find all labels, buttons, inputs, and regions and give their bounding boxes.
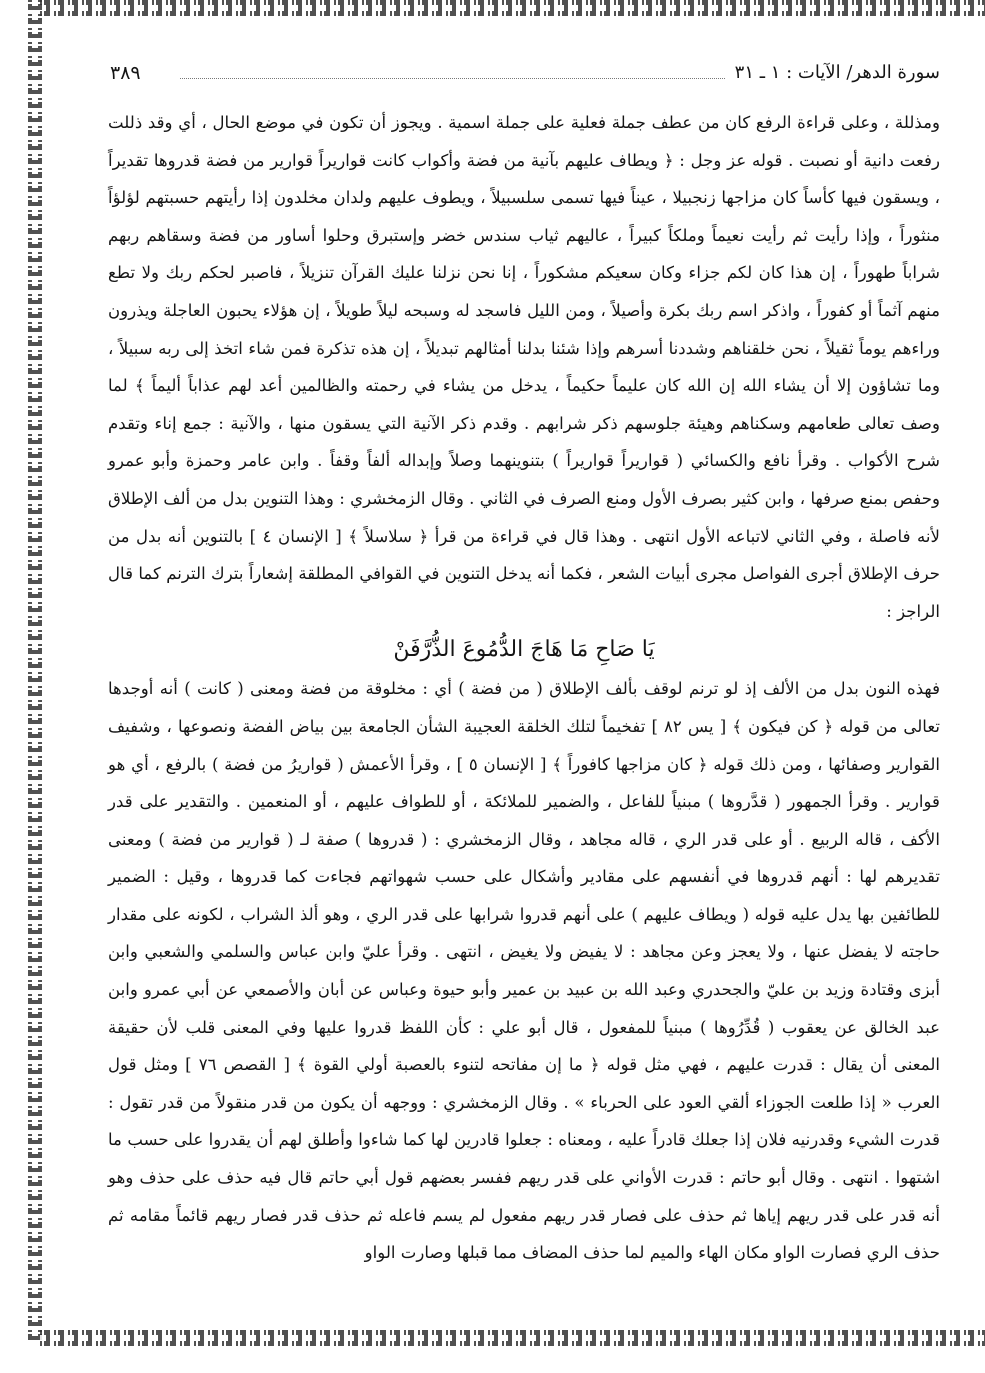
main-text (108, 104, 940, 1272)
page-number: ٣٨٩ (110, 62, 141, 84)
paragraph-1: ومذللة ، وعلى قراءة الرفع كان من عطف جملة فعلية على جملة اسمية . ويجوز أن تكون في موضع الحال ، أي وقد ذللت رفعت دانية أو نصبت . قوله عز وجل : ﴿ ويطاف عليهم بآنية من فضة وأكواب كانت قواريراً قوارير من فضة قدروها تقديراً ، ويسقون فيها كأساً كان مزاجها زنجبيلا ، عيناً فيها تسمى سلسبيلاً ، ويطوف عليهم ولدان مخلدون إذا رأيتهم حسبتهم لؤلؤاً منثوراً ، وإذا رأيت ثم رأيت نعيماً وملكاً كبيراً ، عاليهم ثياب سندس خضر وإستبرق وحلوا أساور من فضة وسقاهم ربهم شراباً طهوراً ، إن هذا كان لكم جزاء وكان سعيكم مشكوراً ، إنا نحن نزلنا عليك القرآن تنزيلاً ، فاصبر لحكم ربك ولا تطع منهم آثماً أو كفوراً ، واذكر اسم ربك بكرة وأصيلاً ، ومن الليل فاسجد له وسبحه ليلاً طويلاً ، إن هؤلاء يحبون العاجلة ويذرون وراءهم يوماً ثقيلاً ، نحن خلقناهم وشددنا أسرهم وإذا شئنا بدلنا أمثالهم تبديلاً ، إن هذه تذكرة فمن شاء اتخذ إلى ربه سبيلاً ، وما تشاؤون إلا أن يشاء الله إن الله كان عليماً حكيماً ، يدخل من يشاء في رحمته والظالمين أعد لهم عذاباً أليماً ﴾ لما وصف تعالى طعامهم وسكناهم وهيئة جلوسهم ذكر شرابهم . وقدم ذكر الآنية التي يسقون منها ، والآنية : جمع إناء وتقدم شرح الأكواب . وقرأ نافع والكسائي ( قواريراً قواريراً ) بتنوينهما وصلاً وإبداله ألفاً وقفاً . وابن عامر وحمزة وأبو عمرو وحفص بمنع صرفها ، وابن كثير بصرف الأول ومنع الصرف في الثاني . وقال الزمخشري : وهذا التنوين بدل من ألف الإطلاق لأنه فاصلة ، وفي الثاني لاتباعه الأول انتهى . وهذا قال في قراءة من قرأ ﴿ سلاسلاً ﴾ [ الإنسان ٤ ] بالتنوين أنه بدل من حرف الإطلاق أجرى الفواصل مجرى أبيات الشعر ، فكما أنه يدخل التنوين في القوافي المطلقة إشعاراً بترك الترنم كما قال الراجز : (108, 113, 940, 621)
header-dotted-rule (180, 78, 725, 79)
running-header (110, 58, 940, 88)
bottom-ornamental-border (40, 1330, 985, 1346)
paragraph-2: فهذه النون بدل من الألف إذ لو ترنم لوقف بألف الإطلاق ( من فضة ) أي : مخلوقة من فضة ومعنى ( كانت ) أنه أوجدها تعالى من قوله ﴿ كن فيكون ﴾ [ يس ٨٢ ] تفخيماً لتلك الخلقة العجيبة الشأن الجامعة بين بياض الفضة ونصوعها ، وشفيف القوارير وصفائها ، ومن ذلك قوله ﴿ كان مزاجها كافوراً ﴾ [ الإنسان ٥ ] ، وقرأ الأعمش ( قواريرُ من فضة ) بالرفع ، أي هو قوارير . وقرأ الجمهور ( قدَّروها ) مبنياً للفاعل ، والضمير للملائكة ، أو للطواف عليهم ، أو المنعمين . والتقدير على قدر الأكف ، قاله الربيع . أو على قدر الري ، قاله مجاهد ، وقال الزمخشري : ( قدروها ) صفة لـ ( قوارير من فضة ) ومعنى تقديرهم لها : أنهم قدروها في أنفسهم على مقادير وأشكال على حسب شهواتهم فجاءت كما قدروها ، وقيل : الضمير للطائفين بها يدل عليه قوله ( ويطاف عليهم ) على أنهم قدروا شرابها على قدر الري ، وهو ألذ الشراب ، لكونه على مقدار حاجته لا يفضل عنها ، ولا يعجز وعن مجاهد : لا يفيض ولا يغيض ، انتهى . وقرأ عليّ وابن عباس والسلمي والشعبي وابن أبزى وقتادة وزيد بن عليّ والجحدري وعبد الله بن عبيد بن عمير وأبو حيوة وعباس عن أبان والأصمعي عن أبي عمرو وابن عبد الخالق عن يعقوب ( قُدِّرُوها ) مبنياً للمفعول ، قال أبو علي : كأن اللفظ قدروا عليها وفي المعنى قلب لأن حقيقة المعنى أن يقال : قدرت عليهم ، فهي مثل قوله ﴿ ما إن مفاتحه لتنوء بالعصبة أولي القوة ﴾ [ القصص ٧٦ ] ومثل قول العرب « إذا طلعت الجوزاء ألقي العود على الحرباء » . وقال الزمخشري : ووجهه أن يكون من قدر منقولاً من قدر تقول : قدرت الشيء وقدرنيه فلان إذا جعلك قادراً عليه ، ومعناه : جعلوا قادرين لها كما شاءوا وأطلق لهم أن يقدروا على حسب ما اشتهوا . انتهى . وقال أبو حاتم : قدرت الأواني على قدر ريهم ففسر بعضهم قول أبي حاتم قال فيه حذف على حذف وهو أنه قدر على قدر ريهم إياها ثم حذف على فصار قدر ريهم مفعول لم يسم فاعله ثم حذف قدر فصار ريهم قائماً مقامه ثم حذف الري فصارت الواو مكان الهاء والميم لما حذف المضاف مما قبلها وصارت الواو (108, 679, 941, 1263)
left-ornamental-border (28, 0, 42, 1340)
surah-title: سورة الدهر/ الآيات : ١ ـ ٣١ (734, 62, 940, 83)
top-ornamental-border (40, 0, 985, 16)
poetry-verse: يَا صَاحِ مَا هَاجَ الدُّمُوعَ الذُّرَّفَنْ (393, 637, 655, 663)
